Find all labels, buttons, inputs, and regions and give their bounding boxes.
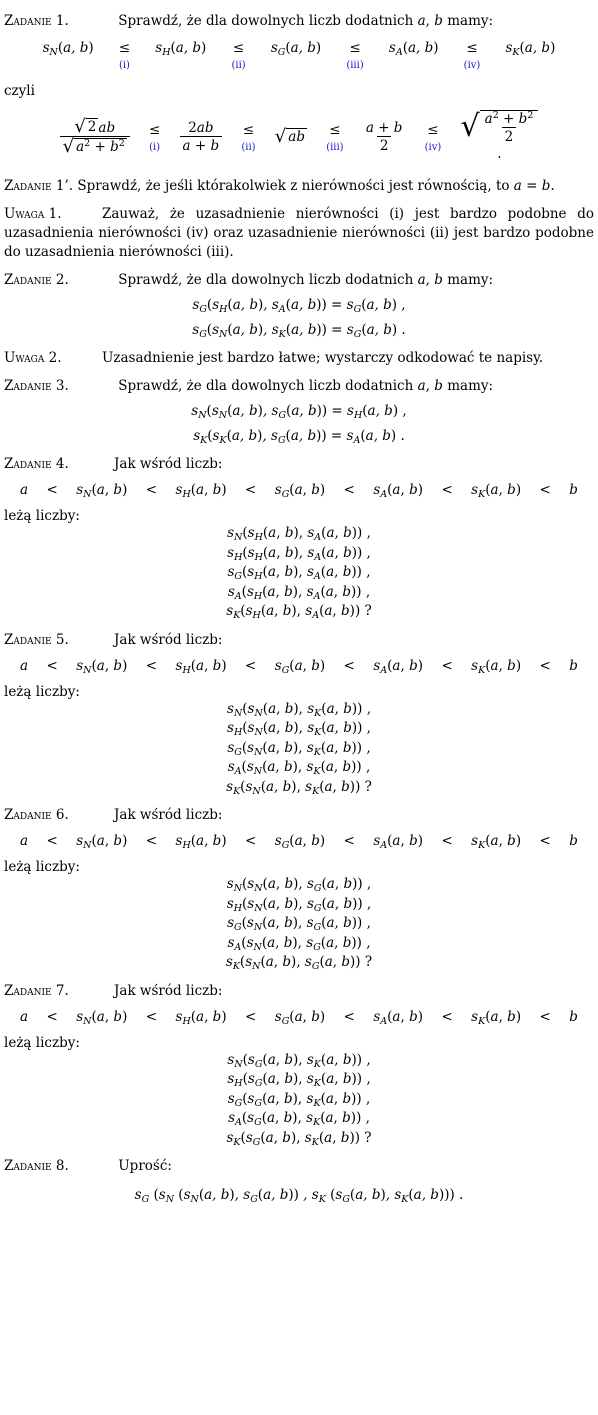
rel-iii: ≤ (iii) — [346, 40, 364, 71]
chain-sA: $s_A(a$, b) — [388, 40, 439, 58]
chain-term: $s_A(a$, b) — [373, 1008, 424, 1027]
chain-term: $s_K(a$, b) — [471, 657, 522, 676]
note-2-label: Uwaga 2. — [4, 350, 62, 366]
task-1-header — [4, 12, 594, 31]
task-5 — [4, 631, 594, 798]
less-than-sign: < — [441, 482, 453, 498]
chain-term: b — [569, 1008, 578, 1025]
task-8-label: Zadanie 8. — [4, 1158, 69, 1174]
task-6-label: Zadanie 6. — [4, 807, 69, 823]
chain-term: a — [20, 833, 29, 849]
less-than-sign: < — [441, 833, 453, 849]
candidate-expression: $s_N(s_N(a$, b), $s_K(a$, b)) , — [227, 700, 371, 719]
candidate-expression: $s_K(s_N(a$, b), $s_K(a$, b)) ? — [226, 778, 372, 797]
note-1 — [4, 205, 594, 262]
rel-iv: ≤ (iv) — [463, 40, 481, 71]
less-than-sign: < — [245, 833, 257, 849]
task-4-label: Zadanie 4. — [4, 456, 69, 472]
note-1-label: Uwaga 1. — [4, 206, 62, 222]
task-6-chain — [4, 832, 594, 851]
task-2-text: Sprawdź, że dla dowolnych liczb dodatnich a, b mamy: — [118, 272, 494, 288]
task-7 — [4, 982, 594, 1149]
less-than-sign: < — [539, 1008, 551, 1025]
document — [0, 12, 598, 1205]
task-8-header — [4, 1157, 594, 1176]
candidate-expression: $s_N(s_H(a$, b), $s_A(a$, b)) , — [227, 525, 371, 543]
task-4-candidates — [4, 524, 594, 622]
means-inequality-chain — [4, 39, 594, 72]
task-4 — [4, 455, 594, 622]
chain-term: $s_N(a$, b) — [76, 657, 128, 676]
task-8-expr: $s_G$ ($s_N$ ($s_N(a$, b), $s_G(a$, b)) , $s_K$ ($s_G(a$, b), $s_K(a$, b))) . — [134, 1187, 464, 1205]
task-7-candidates — [4, 1051, 594, 1149]
task-3-eq-2: $s_K(s_K(a$, b), $s_G(a$, $b)) = s_A(a$, b) . — [193, 428, 405, 446]
chain-term: $s_H(a$, b) — [175, 833, 227, 851]
candidate-expression: $s_G(s_H(a$, b), $s_A(a$, b)) , — [227, 564, 371, 582]
task-1p-label: Zadanie 1’. — [4, 178, 74, 194]
less-than-sign: < — [145, 833, 158, 849]
task-1-label: Zadanie 1. — [4, 13, 69, 29]
candidate-expression: $s_A(s_H(a$, b), $s_A(a$, b)) , — [227, 583, 371, 602]
less-than-sign: < — [539, 833, 551, 849]
chain-term: a — [20, 1008, 29, 1025]
candidate-expression: $s_N(s_N(a$, b), $s_G(a$, b)) , — [226, 876, 372, 894]
less-than-sign: < — [145, 1008, 158, 1025]
less-than-sign: < — [441, 657, 453, 674]
less-than-sign: < — [46, 657, 58, 674]
less-than-sign: < — [441, 1008, 453, 1025]
candidate-expression: $s_G(s_G(a$, b), $s_K(a$, b)) , — [227, 1090, 371, 1109]
chain-sH: $s_H(a$, b) — [155, 40, 207, 58]
task-6-candidates — [4, 875, 594, 973]
formula-arithmetic: $\frac{a + b}{2}$ — [365, 120, 403, 154]
task-3-eq-1: $s_N(s_N(a$, b), $s_G(a$, $b)) = s_H(a$, b) , — [191, 403, 407, 421]
task-6-header — [4, 806, 594, 825]
note-2-text: Uzasadnienie jest bardzo łatwe; wystarczy odkodować te napisy. — [102, 350, 544, 366]
task-3-text: Sprawdź, że dla dowolnych liczb dodatnich a, b mamy: — [118, 378, 494, 394]
less-than-sign: < — [46, 833, 58, 849]
task-2-header — [4, 271, 594, 290]
formula-quadratic: √ $\frac{a^2 + b^2}{2}$ . — [461, 110, 539, 164]
chain-term: $s_H(a$, b) — [175, 482, 227, 500]
less-than-sign: < — [145, 657, 158, 674]
task-1-text: Sprawdź, że dla dowolnych liczb dodatnich a, b mamy: — [118, 13, 494, 29]
chain-term: $s_G(a$, b) — [274, 833, 326, 851]
task-1p-text: Sprawdź, że jeśli którakolwiek z nierówności jest równością, to a = b. — [77, 178, 555, 194]
less-than-sign: < — [145, 482, 158, 498]
less-than-sign: < — [245, 657, 257, 674]
task-7-text: Jak wśród liczb: — [114, 982, 223, 999]
candidate-expression: $s_K(s_H(a$, b), $s_A(a$, b)) ? — [226, 603, 372, 621]
less-than-sign: < — [343, 1008, 355, 1025]
chain-term: a — [20, 482, 29, 498]
task-7-label: Zadanie 7. — [4, 982, 69, 999]
candidate-expression: $s_H(s_N(a$, b), $s_G(a$, b)) , — [226, 895, 372, 914]
task-6-lie-text: leżą liczby: — [4, 859, 80, 875]
less-than-sign: < — [343, 482, 355, 498]
chain-term: b — [569, 833, 578, 849]
task-7-header — [4, 982, 594, 1001]
czyli-text: czyli — [4, 83, 35, 99]
candidate-expression: $s_N(s_G(a$, b), $s_K(a$, b)) , — [227, 1051, 371, 1070]
task-5-header — [4, 631, 594, 650]
chain-term: $s_N(a$, b) — [76, 482, 128, 500]
note-2 — [4, 349, 594, 368]
chain-term: a — [20, 657, 29, 674]
chain-sK: $s_K(a$, b) — [505, 40, 556, 58]
chain-term: $s_K(a$, b) — [471, 482, 522, 500]
candidate-expression: $s_H(s_G(a$, b), $s_K(a$, b)) , — [227, 1071, 371, 1089]
task-4-lie-text: leżą liczby: — [4, 508, 80, 524]
candidate-expression: $s_A(s_N(a$, b), $s_K(a$, b)) , — [227, 759, 371, 777]
task-4-header — [4, 455, 594, 474]
chain-sN: $s_N(a$, b) — [42, 40, 94, 58]
means-formulas-chain: √ 2 ab √ $a^2 + b^2$ ≤ (i) $\frac{2ab}{a + b}$ ≤ (ii) √ ab ≤ (iii) $\frac{a + b}{2}$ ≤ (iv) √ $\frac{a^2 + b^2}{2}$ . — [4, 107, 594, 167]
task-2-eq-2: $s_G(s_N(a$, b), $s_K(a$, $b)) = s_G(a$, b) . — [192, 322, 406, 340]
task-5-candidates — [4, 700, 594, 798]
candidate-expression: $s_H(s_H(a$, b), $s_A(a$, b)) , — [227, 544, 371, 563]
task-5-label: Zadanie 5. — [4, 631, 69, 648]
chain-term: $s_G(a$, b) — [274, 657, 326, 676]
less-than-sign: < — [46, 482, 58, 498]
task-4-text: Jak wśród liczb: — [114, 456, 223, 472]
candidate-expression: $s_G(s_N(a$, b), $s_K(a$, b)) , — [227, 739, 371, 758]
chain-term: $s_K(a$, b) — [471, 833, 522, 851]
chain-term: $s_N(a$, b) — [76, 833, 128, 851]
chain-term: $s_N(a$, b) — [76, 1008, 128, 1027]
candidate-expression: $s_K(s_G(a$, b), $s_K(a$, b)) ? — [226, 1129, 372, 1148]
chain-term: $s_G(a$, b) — [274, 482, 326, 500]
task-2-eq-1: $s_G(s_H(a$, b), $s_A(a$, $b)) = s_G(a$, b) , — [192, 297, 406, 315]
chain-term: b — [569, 482, 578, 498]
task-8-text: Uprość: — [118, 1158, 172, 1174]
formula-harmonic: $\frac{2ab}{a + b}$ — [180, 120, 223, 154]
task-4-chain — [4, 481, 594, 500]
task-3-header — [4, 377, 594, 396]
task-2-label: Zadanie 2. — [4, 272, 69, 288]
less-than-sign: < — [245, 1008, 257, 1025]
task-3-label: Zadanie 3. — [4, 378, 69, 394]
less-than-sign: < — [343, 657, 355, 674]
chain-term: $s_A(a$, b) — [373, 657, 424, 676]
task-6-text: Jak wśród liczb: — [114, 807, 223, 823]
less-than-sign: < — [539, 657, 551, 674]
less-than-sign: < — [46, 1008, 58, 1025]
chain-term: $s_H(a$, b) — [175, 657, 227, 676]
chain-term: b — [569, 657, 578, 674]
task-7-chain — [4, 1008, 594, 1027]
task-1p — [4, 177, 594, 196]
formula-nn: √ 2 ab √ $a^2 + b^2$ — [60, 118, 130, 156]
note-1-text: Zauważ, że uzasadnienie nierówności (i) jest bardzo podobne do uzasadnienia nierówności (iv) oraz uzasadnienie nierówności (ii) jest bardzo podobne do uzasadnienia nierówności (iii). — [4, 206, 594, 260]
task-6 — [4, 806, 594, 973]
chain-term: $s_A(a$, b) — [373, 482, 424, 500]
chain-term: $s_G(a$, b) — [274, 1008, 326, 1027]
task-5-chain — [4, 657, 594, 676]
chain-term: $s_A(a$, b) — [373, 833, 424, 851]
candidate-expression: $s_A(s_N(a$, b), $s_G(a$, b)) , — [227, 934, 371, 953]
formula-geometric: √ ab — [274, 126, 305, 147]
candidate-expression: $s_G(s_N(a$, b), $s_G(a$, b)) , — [227, 915, 371, 933]
task-5-text: Jak wśród liczb: — [114, 631, 223, 648]
chain-sG: $s_G(a$, b) — [270, 40, 322, 58]
candidate-expression: $s_K(s_N(a$, b), $s_G(a$, b)) ? — [225, 954, 373, 972]
candidate-expression: $s_H(s_N(a$, b), $s_K(a$, b)) , — [227, 720, 371, 738]
less-than-sign: < — [245, 482, 257, 498]
task-5-lie-text: leżą liczby: — [4, 683, 80, 700]
less-than-sign: < — [539, 482, 551, 498]
rel-ii: ≤ (ii) — [231, 40, 246, 71]
candidate-expression: $s_A(s_G(a$, b), $s_K(a$, b)) , — [228, 1110, 370, 1128]
tasks-4-7 — [4, 455, 594, 1148]
chain-term: $s_K(a$, b) — [471, 1008, 522, 1027]
rel-i: ≤ (i) — [118, 40, 131, 71]
less-than-sign: < — [343, 833, 355, 849]
chain-term: $s_H(a$, b) — [175, 1008, 227, 1027]
task-7-lie-text: leżą liczby: — [4, 1034, 80, 1051]
